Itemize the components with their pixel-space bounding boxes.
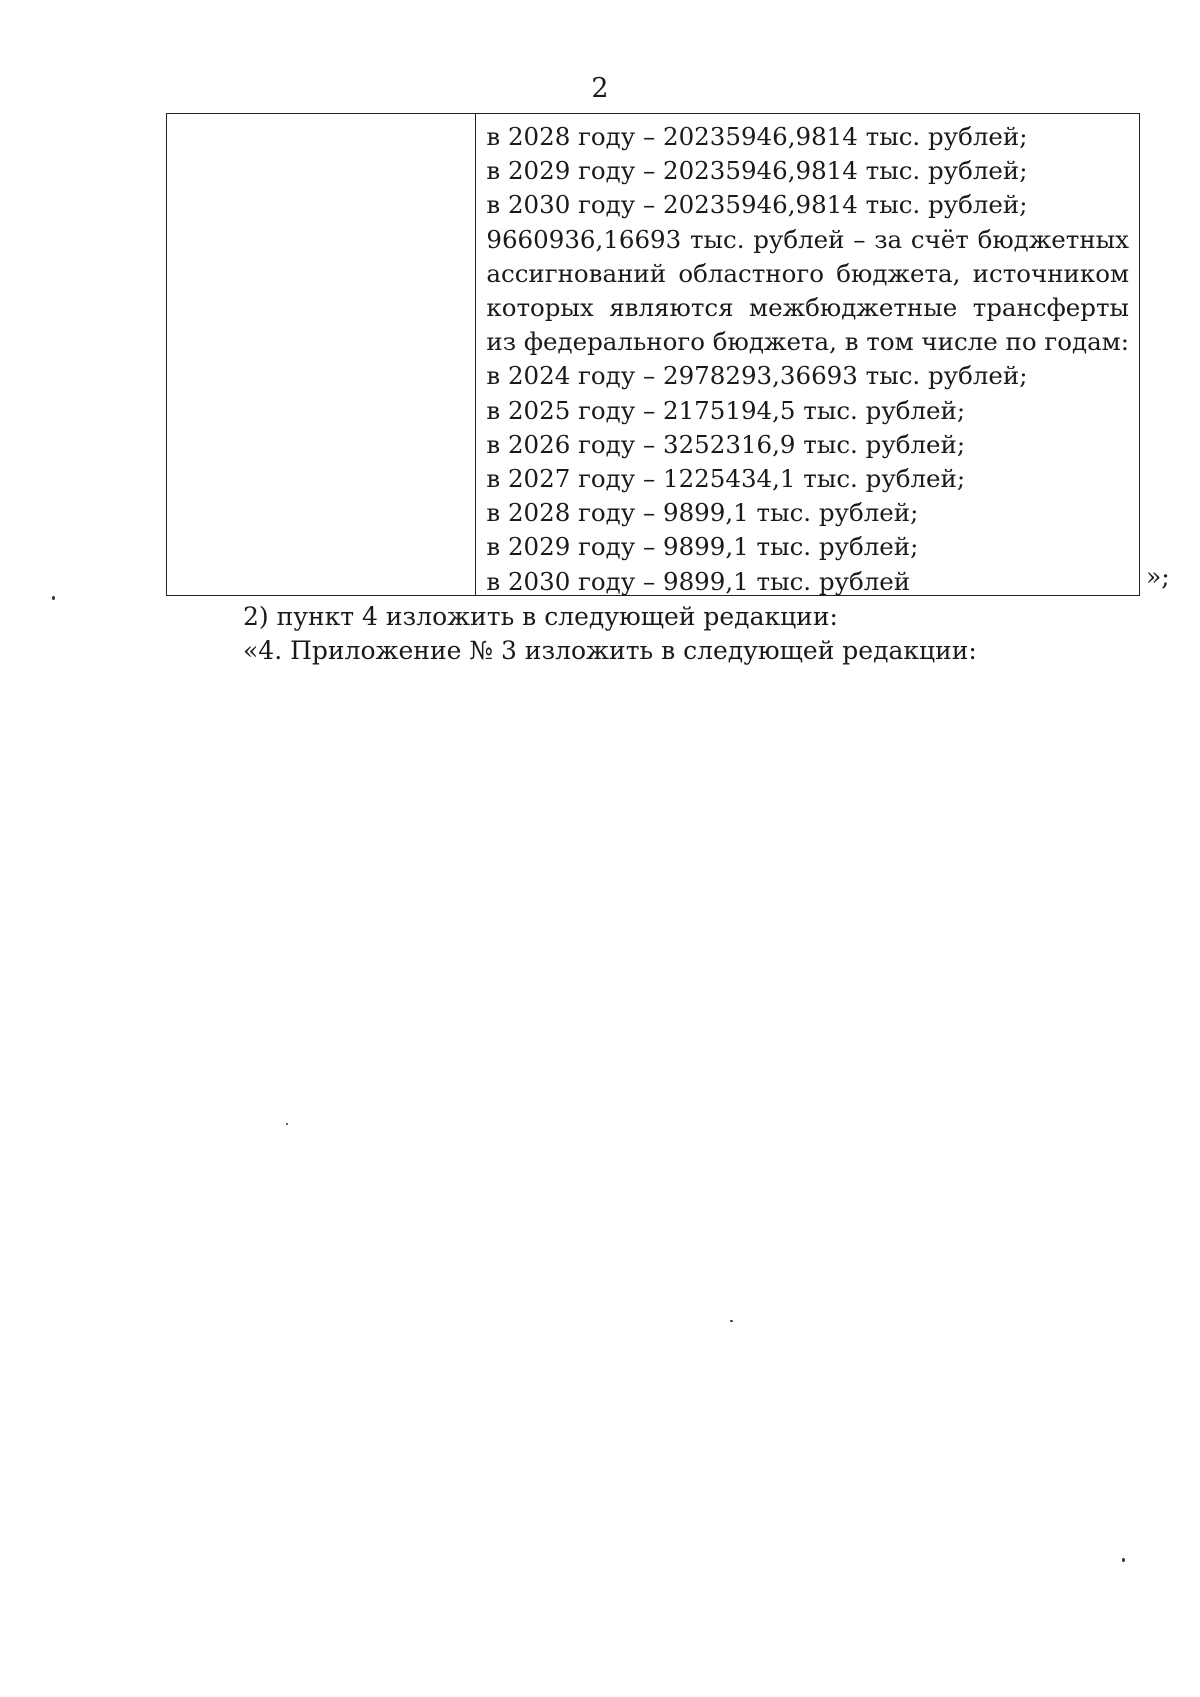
funding-line: в 2030 году – 20235946,9814 тыс. рублей; bbox=[486, 190, 1028, 220]
funding-line: которых являются межбюджетные трансферты bbox=[486, 293, 1129, 323]
scan-speck bbox=[286, 1123, 288, 1125]
amendment-paragraph: «4. Приложение № 3 изложить в следующей редакции: bbox=[243, 636, 977, 665]
funding-line: в 2028 году – 9899,1 тыс. рублей; bbox=[486, 498, 919, 528]
funding-line: в 2029 году – 20235946,9814 тыс. рублей; bbox=[486, 156, 1028, 186]
closing-quote: »; bbox=[1146, 562, 1170, 591]
funding-line: в 2025 году – 2175194,5 тыс. рублей; bbox=[486, 395, 966, 425]
scan-speck bbox=[52, 596, 55, 600]
funding-table bbox=[166, 113, 1140, 596]
funding-line: в 2024 году – 2978293,36693 тыс. рублей; bbox=[486, 361, 1028, 391]
table-right-cell bbox=[476, 114, 1139, 595]
funding-line: в 2026 году – 3252316,9 тыс. рублей; bbox=[486, 429, 966, 459]
scan-speck bbox=[1122, 1558, 1125, 1562]
funding-line: из федерального бюджета, в том числе по годам: bbox=[486, 327, 1129, 357]
funding-line: ассигнований областного бюджета, источником bbox=[486, 258, 1129, 288]
table-left-cell bbox=[167, 114, 476, 595]
scan-speck bbox=[730, 1320, 733, 1322]
funding-line: в 2027 году – 1225434,1 тыс. рублей; bbox=[486, 464, 966, 494]
amendment-paragraph: 2) пункт 4 изложить в следующей редакции: bbox=[243, 602, 838, 631]
page-number: 2 bbox=[591, 73, 609, 104]
funding-line: 9660936,16693 тыс. рублей – за счёт бюджетных bbox=[486, 224, 1129, 254]
funding-line: в 2030 году – 9899,1 тыс. рублей bbox=[486, 566, 911, 596]
funding-line: в 2028 году – 20235946,9814 тыс. рублей; bbox=[486, 122, 1028, 151]
funding-line: в 2029 году – 9899,1 тыс. рублей; bbox=[486, 532, 919, 562]
